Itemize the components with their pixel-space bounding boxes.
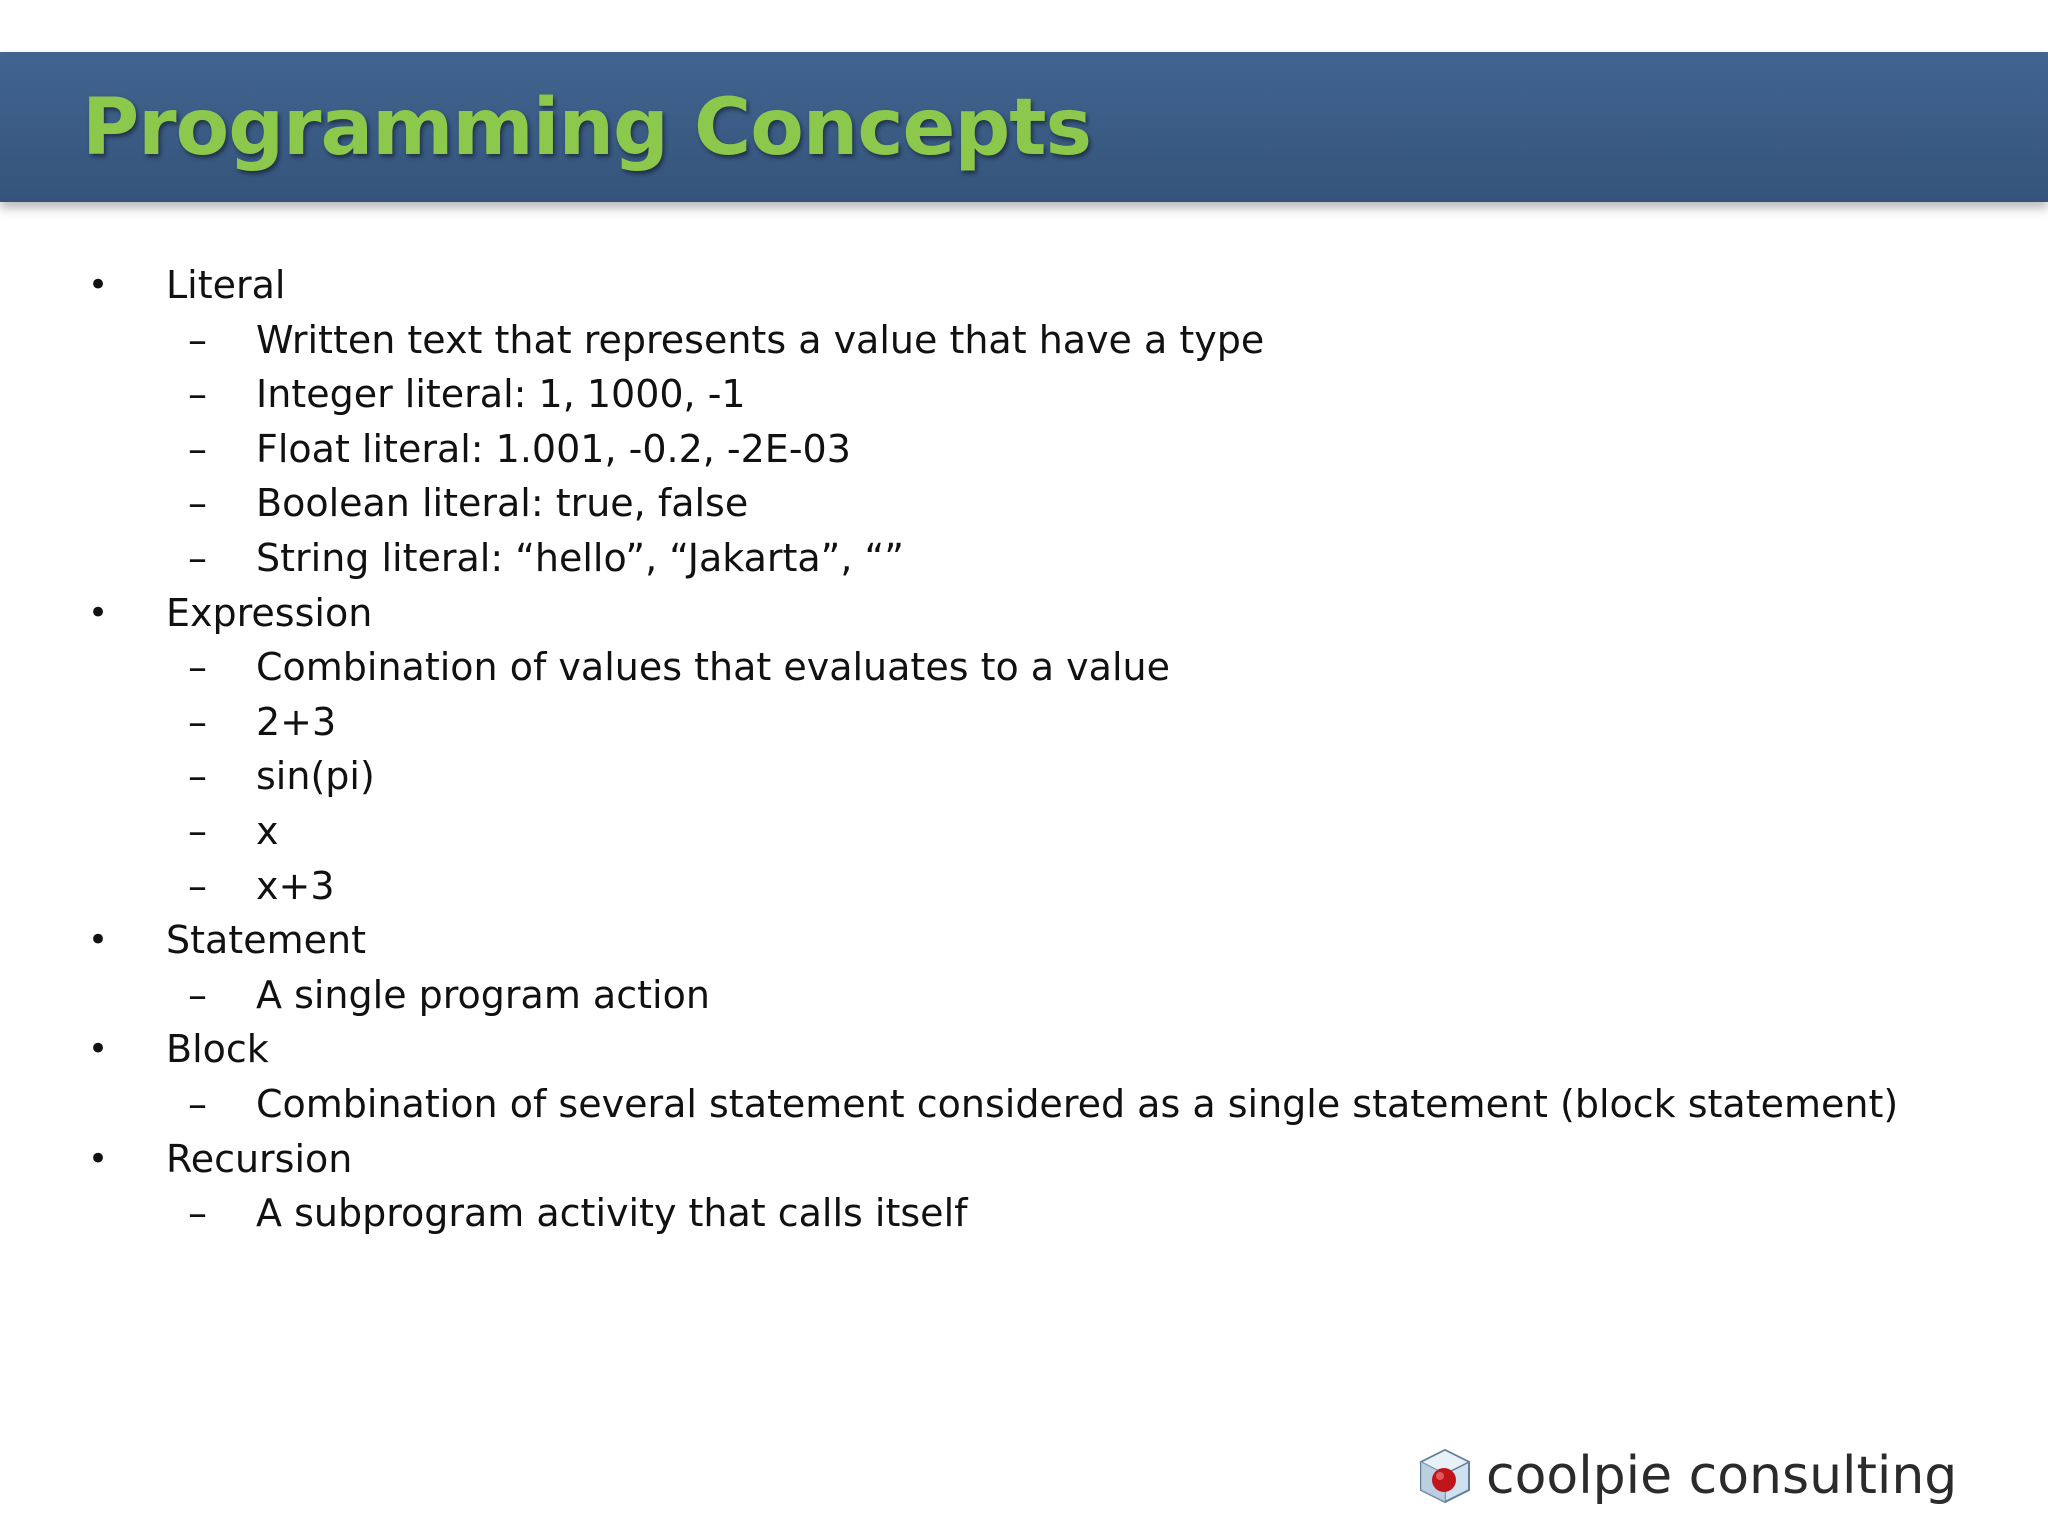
sub-item [0,749,2048,804]
dash-marker: – [188,754,207,799]
bullet-label: Statement [166,918,366,963]
sub-item-text: Combination of several statement considered as a single statement (block statement) [256,1081,1899,1126]
dash-marker: – [188,372,207,417]
sub-item-text: A single program action [256,972,710,1017]
dash-marker: – [188,1191,207,1236]
bullet-marker: • [88,265,109,305]
dash-marker: – [188,972,207,1017]
bullet-marker: • [88,1138,109,1179]
sub-item [0,804,2048,859]
bullet-label: Expression [166,590,373,635]
sub-list [0,1077,2048,1132]
dash-marker: – [188,481,207,526]
bullet-marker: • [88,592,109,633]
sub-item [0,968,2048,1023]
sub-list [0,640,2048,913]
dash-marker: – [188,699,207,744]
bullet-item [0,913,2048,1022]
bullet-label: Block [166,1027,269,1072]
sub-item [0,531,2048,586]
bullet-item [0,1022,2048,1131]
dash-marker: – [188,645,207,690]
bullet-label: Literal [166,263,286,307]
sub-item [0,476,2048,531]
sub-item-text: x [256,808,279,853]
sub-item [0,313,2048,368]
sub-item-text: Boolean literal: true, false [256,481,749,526]
company-logo [1416,1436,1957,1516]
sub-item-text: A subprogram activity that calls itself [256,1191,968,1236]
sub-item [0,859,2048,914]
sub-item [0,640,2048,695]
sub-item [0,695,2048,750]
sub-item-text: sin(pi) [256,754,375,799]
dash-marker: – [188,1081,207,1126]
sub-item-text: Written text that represents a value that have a type [256,317,1265,362]
dash-marker: – [188,808,207,853]
dash-marker: – [188,317,207,362]
sub-item-text: Combination of values that evaluates to a value [256,645,1170,690]
sub-item-text: Float literal: 1.001, -0.2, -2E-03 [256,426,851,471]
dash-marker: – [188,535,207,580]
dash-marker: – [188,863,207,908]
sub-item [0,422,2048,477]
dash-marker: – [188,426,207,471]
sub-list [0,968,2048,1023]
bullet-item [0,1132,2048,1241]
bullet-item [0,586,2048,914]
bullet-list [0,258,2048,1241]
sub-item-text: Integer literal: 1, 1000, -1 [256,372,746,417]
sub-item-text: 2+3 [256,699,337,744]
logo-text: coolpie consulting [1486,1446,1958,1506]
sub-item-text: x+3 [256,863,335,908]
sub-list [0,313,2048,586]
sub-item [0,1186,2048,1241]
sub-list [0,1186,2048,1241]
sub-item [0,367,2048,422]
bullet-label: Recursion [166,1136,353,1181]
sub-item [0,1077,2048,1132]
slide-title: Programming Concepts [82,83,1092,173]
cube-logo-icon [1416,1447,1474,1505]
bullet-marker: • [88,920,109,961]
bullet-item [0,258,2048,586]
bullet-marker: • [88,1029,109,1070]
sub-item-text: String literal: “hello”, “Jakarta”, “” [256,535,904,580]
